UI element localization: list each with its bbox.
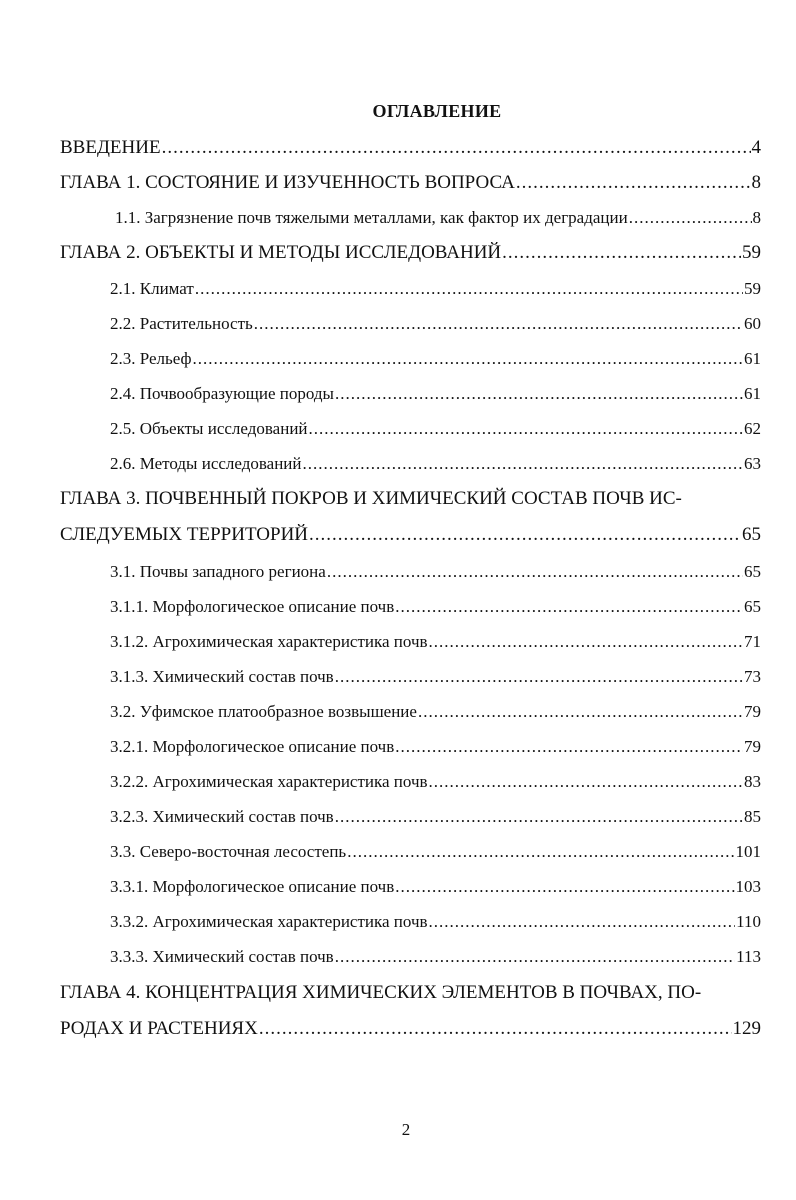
toc-entry-label: ГЛАВА 1. СОСТОЯНИЕ И ИЗУЧЕННОСТЬ ВОПРОСА <box>60 172 515 193</box>
toc-entry-section-3-2-1 <box>110 737 761 757</box>
toc-entry-label: 3.1.2. Агрохимическая характеристика почв <box>110 632 428 651</box>
toc-entry-introduction <box>60 137 761 159</box>
toc-entry-section-3-2 <box>110 702 761 722</box>
leader-dots <box>259 1018 732 1040</box>
toc-entry-page: 59 <box>742 242 761 263</box>
toc-entry-page: 59 <box>744 279 761 298</box>
leader-dots <box>429 772 743 792</box>
toc-entry-section-3-1 <box>110 562 761 582</box>
leader-dots <box>335 807 743 827</box>
toc-entry-label: ВВЕДЕНИЕ <box>60 137 161 158</box>
toc-entry-label: 1.1. Загрязнение почв тяжелыми металлами, как фактор их деградации <box>115 208 628 227</box>
leader-dots <box>335 947 735 967</box>
toc-entry-page: 103 <box>735 877 761 896</box>
toc-entry-page: 60 <box>744 314 761 333</box>
toc-entry-page: 101 <box>735 842 761 861</box>
leader-dots <box>309 524 741 546</box>
toc-entry-section-3-3-3 <box>110 947 761 967</box>
toc-entry-section-3-2-2 <box>110 772 761 792</box>
toc-entry-page: 85 <box>744 807 761 826</box>
toc-entry-page: 8 <box>751 172 761 193</box>
toc-entry-label: 2.4. Почвообразующие породы <box>110 384 334 403</box>
leader-dots <box>303 454 743 474</box>
toc-entry-section-1-1 <box>115 208 761 228</box>
toc-entry-label: 3.1. Почвы западного региона <box>110 562 326 581</box>
toc-entry-label: 3.2.3. Химический состав почв <box>110 807 334 826</box>
leader-dots <box>502 242 741 264</box>
toc-entry-page: 113 <box>736 947 761 966</box>
toc-entry-page: 63 <box>744 454 761 473</box>
page-number: 2 <box>401 1120 411 1139</box>
toc-entry-page: 110 <box>736 912 761 931</box>
leader-dots <box>335 667 743 687</box>
leader-dots <box>629 208 752 228</box>
leader-dots <box>335 384 743 404</box>
toc-entry-section-3-3 <box>110 842 761 862</box>
leader-dots <box>327 562 743 582</box>
toc-entry-label: РОДАХ И РАСТЕНИЯХ <box>60 1018 258 1039</box>
toc-entry-section-3-1-3 <box>110 667 761 687</box>
leader-dots <box>193 349 743 369</box>
toc-entry-label: 2.5. Объекты исследований <box>110 419 308 438</box>
toc-entry-section-3-3-2 <box>110 912 761 932</box>
leader-dots <box>395 597 743 617</box>
toc-entry-section-2-4 <box>110 384 761 404</box>
toc-entry-section-2-1 <box>110 279 761 299</box>
toc-entry-page: 4 <box>751 137 761 158</box>
toc-entry-section-3-1-1 <box>110 597 761 617</box>
toc-entry-label: 3.1.1. Морфологическое описание почв <box>110 597 395 616</box>
toc-entry-page: 83 <box>744 772 761 791</box>
toc-entry-chapter-4-line-1: ГЛАВА 4. КОНЦЕНТРАЦИЯ ХИМИЧЕСКИХ ЭЛЕМЕНТОВ В ПОЧВАХ, ПО- <box>60 982 702 1003</box>
toc-entry-label: 3.1.3. Химический состав почв <box>110 667 334 686</box>
toc-entry-section-3-2-3 <box>110 807 761 827</box>
leader-dots <box>347 842 734 862</box>
toc-title: ОГЛАВЛЕНИЕ <box>372 101 502 121</box>
toc-entry-page: 8 <box>752 208 761 227</box>
leader-dots <box>429 632 743 652</box>
toc-entry-chapter-3-line-1: ГЛАВА 3. ПОЧВЕННЫЙ ПОКРОВ И ХИМИЧЕСКИЙ СОСТАВ ПОЧВ ИС- <box>60 488 682 509</box>
toc-entry-section-2-5 <box>110 419 761 439</box>
toc-entry-label: ГЛАВА 2. ОБЪЕКТЫ И МЕТОДЫ ИССЛЕДОВАНИЙ <box>60 242 502 263</box>
toc-entry-label: 3.2. Уфимское платообразное возвышение <box>110 702 417 721</box>
toc-entry-page: 79 <box>744 702 761 721</box>
toc-entry-label: 2.2. Растительность <box>110 314 253 333</box>
toc-entry-chapter-2 <box>60 242 761 264</box>
toc-entry-label: 3.3.2. Агрохимическая характеристика почв <box>110 912 428 931</box>
toc-entry-section-3-1-2 <box>110 632 761 652</box>
toc-entry-label: СЛЕДУЕМЫХ ТЕРРИТОРИЙ <box>60 524 309 545</box>
leader-dots <box>429 912 736 932</box>
toc-entry-label: 2.3. Рельеф <box>110 349 192 368</box>
toc-entry-label: 2.6. Методы исследований <box>110 454 302 473</box>
leader-dots <box>395 737 743 757</box>
toc-entry-label: 3.3.3. Химический состав почв <box>110 947 334 966</box>
toc-entry-page: 79 <box>744 737 761 756</box>
toc-entry-page: 65 <box>742 524 761 545</box>
leader-dots <box>195 279 743 299</box>
toc-entry-label: 2.1. Климат <box>110 279 194 298</box>
toc-entry-page: 61 <box>744 349 761 368</box>
toc-entry-section-2-3 <box>110 349 761 369</box>
leader-dots <box>162 137 751 159</box>
toc-entry-section-3-3-1 <box>110 877 761 897</box>
toc-entry-label: 3.2.2. Агрохимическая характеристика почв <box>110 772 428 791</box>
toc-entry-label: 3.3. Северо-восточная лесостепь <box>110 842 347 861</box>
toc-entry-section-2-6 <box>110 454 761 474</box>
toc-entry-chapter-3 <box>60 524 761 546</box>
toc-entry-page: 73 <box>744 667 761 686</box>
leader-dots <box>418 702 743 722</box>
toc-entry-page: 65 <box>744 562 761 581</box>
toc-entry-section-2-2 <box>110 314 761 334</box>
toc-entry-label: 3.3.1. Морфологическое описание почв <box>110 877 395 896</box>
toc-entry-label: 3.2.1. Морфологическое описание почв <box>110 737 395 756</box>
leader-dots <box>254 314 743 334</box>
toc-entry-page: 71 <box>744 632 761 651</box>
toc-entry-page: 61 <box>744 384 761 403</box>
leader-dots <box>516 172 751 194</box>
toc-entry-chapter-4 <box>60 1018 761 1040</box>
toc-entry-page: 129 <box>732 1018 761 1039</box>
toc-entry-page: 62 <box>744 419 761 438</box>
toc-entry-chapter-1 <box>60 172 761 194</box>
leader-dots <box>395 877 734 897</box>
leader-dots <box>309 419 743 439</box>
toc-entry-page: 65 <box>744 597 761 616</box>
